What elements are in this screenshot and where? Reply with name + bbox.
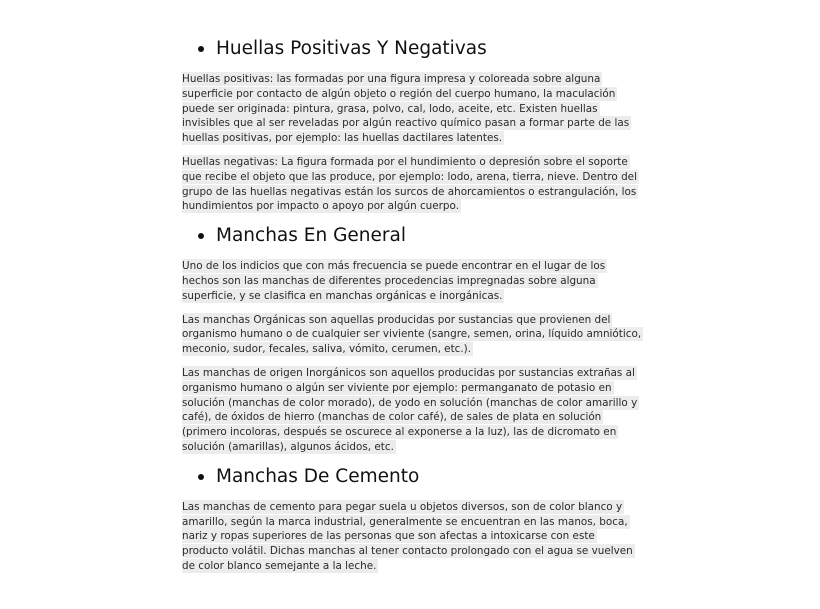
paragraph-text: Las manchas Orgánicas son aquellas producidas por sustancias que provienen del organismo humano o de cualquier ser viviente (sangre, semen, orina, líquido amniótico, meconio, sudor, fecales, saliva, vómito, cerumen, etc.). [182, 313, 642, 356]
section-title: Manchas En General [216, 225, 406, 247]
paragraph [182, 500, 642, 574]
bullet-icon [198, 474, 204, 480]
section-title: Manchas De Cemento [216, 465, 420, 487]
bullet-icon [198, 46, 204, 52]
paragraph [182, 259, 642, 303]
section-huellas [182, 36, 642, 214]
paragraph-text: Huellas positivas: las formadas por una figura impresa y coloreada sobre alguna superficie por contacto de algún objeto o región del cuerpo humano, la maculación puede ser originada: pintura, grasa, polvo, cal, lodo, aceite, etc. Existen huellas invisibles que al ser reveladas por algún reactivo químico pasan a formar parte de las huellas positivas, por ejemplo: las huellas dactilares latentes. [182, 73, 630, 145]
paragraph-text: Las manchas de origen Inorgánicos son aquellos producidas por sustancias extrañas al organismo humano o algún ser viviente por ejemplo: permanganato de potasio en solución (manchas de color morado), de yodo en solución (manchas de color amarillo y café), de óxidos de hierro (manchas de color café), de sales de plata en solución (primero incoloras, después se oscurece al exponerse a la luz), las de dicromato en solución (amarillas), algunos ácidos, etc. [182, 366, 638, 453]
section-manchas-general [182, 223, 642, 455]
paragraph-text: Huellas negativas: La figura formada por el hundimiento o depresión sobre el soporte que recibe el objeto que las produce, por ejemplo: lodo, arena, tierra, nieve. Dentro del grupo de las huellas negativas están los surcos de ahorcamientos o estrangulación, los hundimientos por impacto o apoyo por algún cuerpo. [182, 155, 637, 213]
section-manchas-cemento [182, 464, 642, 574]
paragraph [182, 72, 642, 146]
paragraph-text: Las manchas de cemento para pegar suela u objetos diversos, son de color blanco y amarillo, según la marca industrial, generalmente se encuentran en las manos, boca, nariz y ropas superiores de las personas que son afectas a intoxicarse con este producto volátil. Dichas manchas al tener contacto prolongado con el agua se vuelven de color blanco semejante a la leche. [182, 500, 633, 572]
section-heading [182, 464, 642, 490]
section-title: Huellas Positivas Y Negativas [216, 38, 487, 59]
paragraph [182, 155, 642, 214]
paragraph-text: Uno de los indicios que con más frecuencia se puede encontrar en el lugar de los hechos son las manchas de diferentes procedencias impregnadas sobre alguna superficie, y se clasifica en manchas orgánicas e inorgánicas. [182, 260, 606, 302]
section-heading [182, 36, 642, 62]
section-heading [182, 223, 642, 249]
document-content [182, 36, 642, 583]
bullet-icon [198, 233, 204, 239]
paragraph [182, 366, 642, 455]
paragraph [182, 313, 642, 357]
